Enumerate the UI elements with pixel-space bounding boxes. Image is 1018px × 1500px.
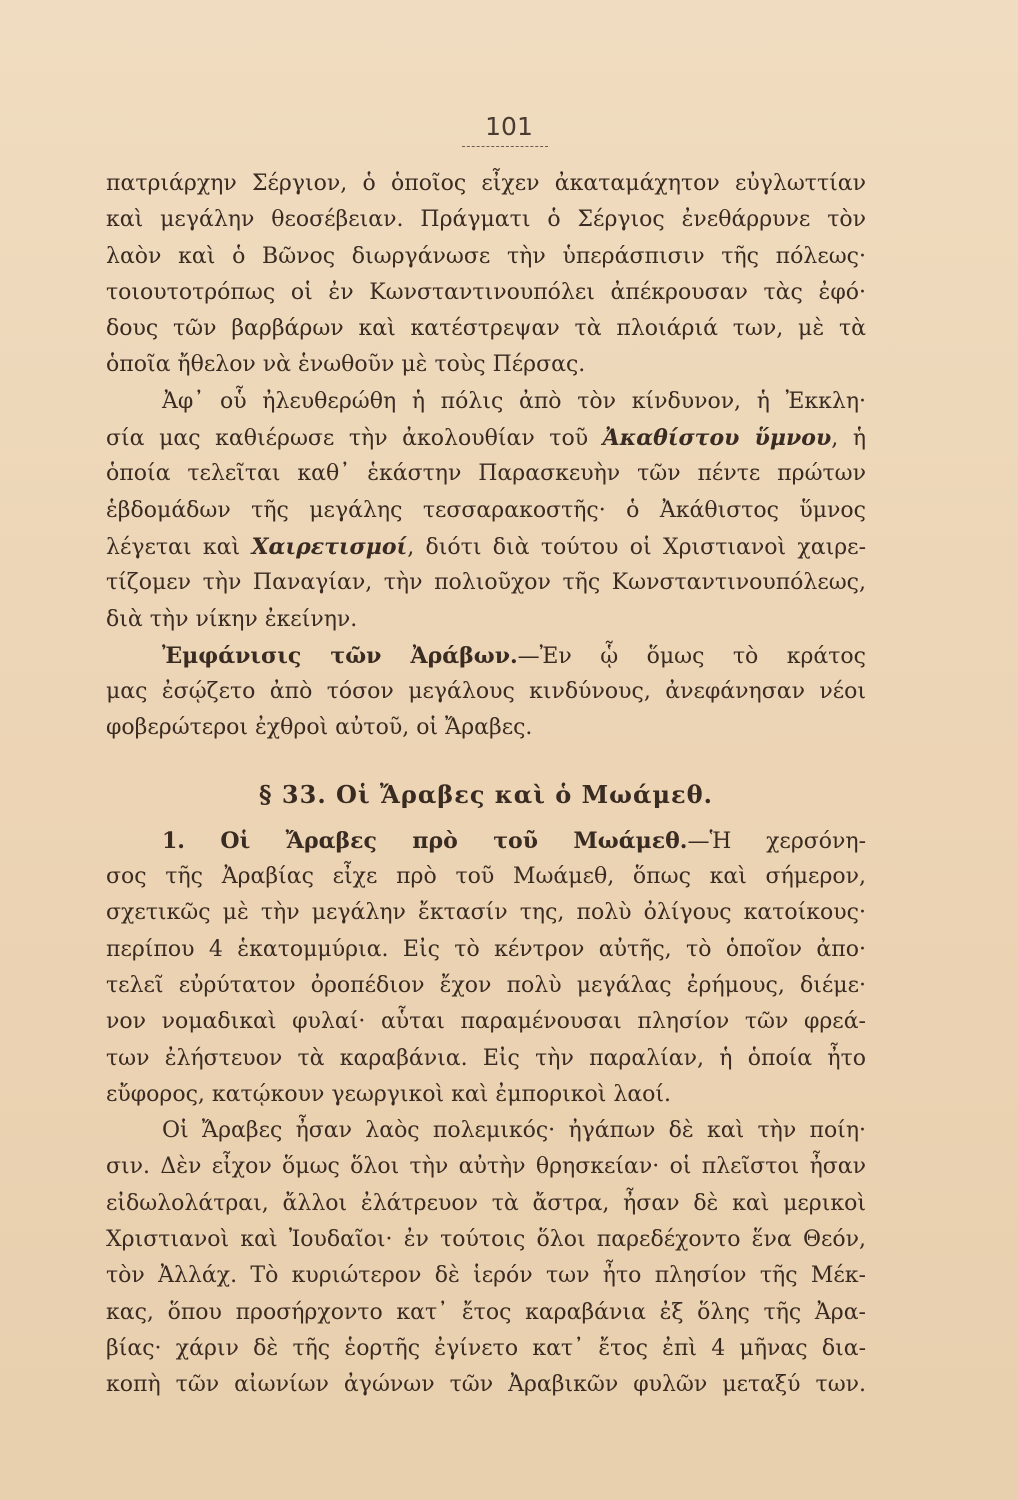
- text-line: Ἀφ᾽ οὗ ἠλευθερώθη ἡ πόλις ἀπὸ τὸν κίνδυνον, ἡ Ἐκκλη·: [162, 388, 866, 414]
- subheading-arabs-before-muhammad: 1. Οἱ Ἄραβες πρὸ τοῦ Μωάμεθ.: [162, 827, 688, 854]
- text-line: των ἐλήστευον τὰ καραβάνια. Εἰς τὴν παραλίαν, ἡ ὁποία ἦτο: [106, 1045, 866, 1071]
- text-line: ὁποία τελεῖται καθ᾽ ἑκάστην Παρασκευὴν τῶν πέντε πρώτων: [106, 461, 866, 487]
- text-line: [106, 529, 866, 565]
- text-line: περίπου 4 ἑκατομμύρια. Εἰς τὸ κέντρον αὐτῆς, τὸ ὁποῖον ἀπο·: [106, 936, 866, 962]
- text-line: βίας· χάριν δὲ τῆς ἑορτῆς ἐγίνετο κατ᾽ ἔτος ἐπὶ 4 μῆνας δια-: [106, 1335, 866, 1361]
- text-line: λαὸν καὶ ὁ Βῶνος διωργάνωσε τὴν ὑπεράσπισιν τῆς πόλεως·: [106, 243, 866, 269]
- text-line: εὔφορος, κατῴκουν γεωργικοὶ καὶ ἐμπορικοὶ λαοί.: [106, 1081, 672, 1107]
- text-line: Χριστιανοὶ καὶ Ἰουδαῖοι· ἐν τούτοις ὅλοι παρεδέχοντο ἕνα Θεόν,: [106, 1227, 866, 1253]
- section-title: § 33. Οἱ Ἄραβες καὶ ὁ Μωάμεθ.: [259, 779, 713, 809]
- text-line: κας, ὅπου προσήρχοντο κατ᾽ ἔτος καραβάνια ἐξ ὅλης τῆς Ἀρα-: [106, 1299, 866, 1325]
- text-line: σος τῆς Ἀραβίας εἶχε πρὸ τοῦ Μωάμεθ, ὅπως καὶ σήμερον,: [106, 864, 866, 890]
- text-line: τὸν Ἀλλάχ. Τὸ κυριώτερον δὲ ἱερόν των ἦτο πλησίον τῆς Μέκ-: [106, 1263, 866, 1289]
- text-line: τελεῖ εὐρύτατον ὀροπέδιον ἔχον πολὺ μεγάλας ἐρήμους, διέμε·: [106, 972, 866, 998]
- text-line: [106, 638, 866, 674]
- emphasis-akathistos: Ἀκαθίστου ὕμνου: [602, 425, 832, 452]
- emphasis-chairetismoi: Χαιρετισμοί: [251, 533, 408, 560]
- text-fragment: —Ἡ χερσόνη-: [687, 828, 866, 854]
- text-line: [106, 823, 866, 859]
- text-line: σχετικῶς μὲ τὴν μεγάλην ἔκτασίν της, πολὺ ὀλίγους κατοίκους·: [106, 900, 866, 926]
- text-line: σιν. Δὲν εἶχον ὅμως ὅλοι τὴν αὐτὴν θρησκείαν· οἱ πλεῖστοι ἦσαν: [106, 1154, 866, 1180]
- text-line: ὁποῖα ἤθελον νὰ ἑνωθοῦν μὲ τοὺς Πέρσας.: [106, 352, 586, 378]
- text-line: φοβερώτεροι ἐχθροὶ αὐτοῦ, οἱ Ἄραβες.: [106, 715, 533, 741]
- text-line: ἑβδομάδων τῆς μεγάλης τεσσαρακοστῆς· ὁ Ἀκάθιστος ὕμνος: [106, 497, 866, 523]
- spacer: [106, 747, 866, 767]
- text-line: διὰ τὴν νίκην ἐκείνην.: [106, 606, 358, 632]
- text-line: Οἱ Ἄραβες ἦσαν λαὸς πολεμικός· ἠγάπων δὲ καὶ τὴν ποίη·: [162, 1118, 866, 1144]
- text-line: τίζομεν τὴν Παναγίαν, τὴν πολιοῦχον τῆς Κωνσταντινουπόλεως,: [106, 570, 866, 596]
- text-fragment: λέγεται καὶ: [106, 534, 252, 560]
- text-line: κοπὴ τῶν αἰωνίων ἀγώνων τῶν Ἀραβικῶν φυλῶν μεταξύ των.: [106, 1372, 866, 1398]
- body-text: [106, 166, 866, 1404]
- text-line: πατριάρχην Σέργιον, ὁ ὁποῖος εἶχεν ἀκαταμάχητον εὐγλωττίαν: [106, 171, 866, 196]
- text-line: [106, 420, 866, 456]
- header-rule: [462, 146, 548, 147]
- text-line: καὶ μεγάλην θεοσέβειαν. Πράγματι ὁ Σέργιος ἐνεθάρρυνε τὸν: [106, 207, 866, 233]
- text-line: νον νομαδικαὶ φυλαί· αὗται παραμένουσαι πλησίον τῶν φρεά-: [106, 1009, 866, 1035]
- text-fragment: —Ἐν ᾧ ὅμως τὸ κράτος: [517, 643, 866, 669]
- text-line: εἰδωλολάτραι, ἄλλοι ἐλάτρευον τὰ ἄστρα, ἦσαν δὲ καὶ μερικοὶ: [106, 1190, 866, 1216]
- text-fragment: σία μας καθιέρωσε τὴν ἀκολουθίαν τοῦ: [106, 426, 603, 452]
- text-line: δους τῶν βαρβάρων καὶ κατέστρεψαν τὰ πλοιάριά των, μὲ τὰ: [106, 316, 866, 342]
- text-fragment: , διότι διὰ τούτου οἱ Χριστιανοὶ χαιρε-: [407, 534, 867, 560]
- text-line: τοιουτοτρόπως οἱ ἐν Κωνσταντινουπόλει ἀπέκρουσαν τὰς ἐφό·: [106, 279, 866, 305]
- subheading-arabs-appearance: Ἐμφάνισις τῶν Ἀράβων.: [162, 642, 518, 669]
- text-fragment: , ἡ: [831, 426, 867, 452]
- text-line: μας ἐσῴζετο ἀπὸ τόσον μεγάλους κινδύνους, ἀνεφάνησαν νέοι: [106, 679, 866, 705]
- page-number: 101: [485, 112, 533, 141]
